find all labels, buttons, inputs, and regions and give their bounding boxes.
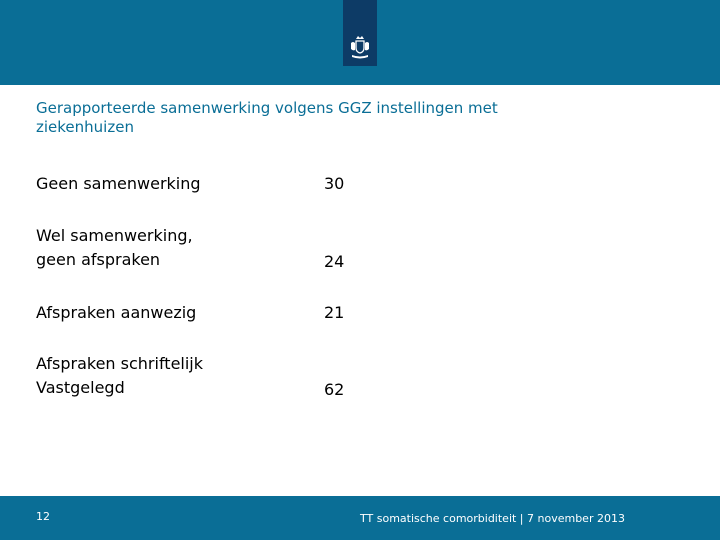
row-value: 24 xyxy=(324,252,345,271)
row-label: Afspraken schriftelijk Vastgelegd xyxy=(36,354,204,397)
row-label: Wel samenwerking, geen afspraken xyxy=(36,226,193,269)
row-value: 30 xyxy=(324,174,345,193)
row-value: 21 xyxy=(324,303,345,322)
row-label: Afspraken aanwezig xyxy=(36,303,197,322)
page-number: 12 xyxy=(36,510,50,523)
row-value: 62 xyxy=(324,380,345,399)
coat-of-arms-icon xyxy=(347,34,373,60)
footer-text: TT somatische comorbiditeit | 7 november 2013 xyxy=(360,512,625,525)
slide-title: Gerapporteerde samenwerking volgens GGZ instellingen met ziekenhuizen xyxy=(36,99,498,136)
government-logo xyxy=(343,0,377,66)
row-label: Geen samenwerking xyxy=(36,174,201,193)
header-bar xyxy=(0,0,720,85)
